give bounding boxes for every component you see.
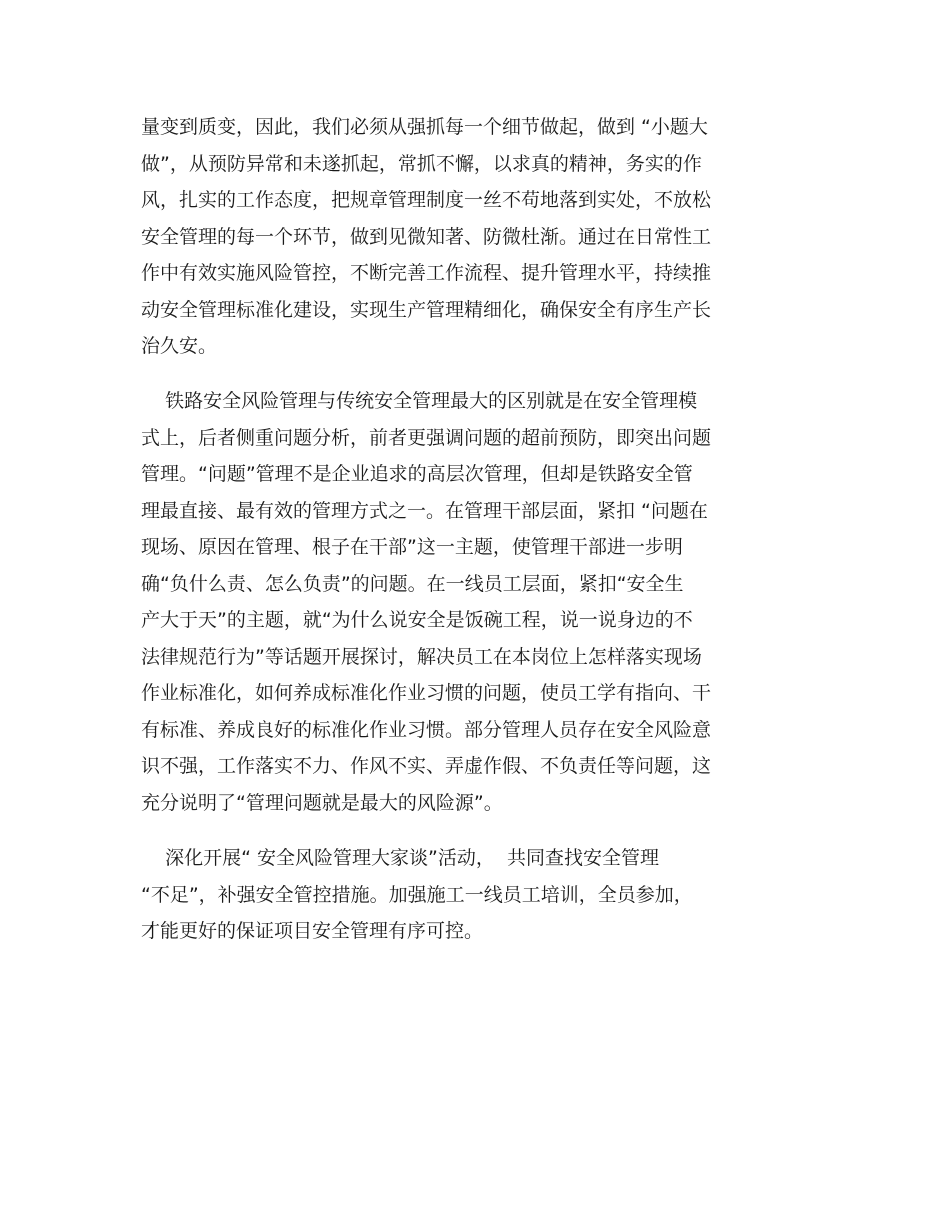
paragraph-line: 管理。“问题”管理不是企业追求的高层次管理，但却是铁路安全管 (141, 463, 693, 485)
paragraph-3 (141, 840, 821, 950)
paragraph-line: 治久安。 (141, 335, 218, 357)
paragraph-line: 确“负什么责、怎么负责”的问题。在一线员工层面，紧扣“安全生 (141, 572, 684, 595)
paragraph-line: 才能更好的保证项目安全管理有序可控。 (141, 920, 484, 942)
paragraph-1 (141, 109, 821, 365)
paragraph-line: 铁路安全风险管理与传统安全管理最大的区别就是在安全管理模 (141, 390, 698, 412)
paragraph-line: 充分说明了“管理问题就是最大的风险源”。 (141, 791, 503, 814)
paragraph-line: “不足”，补强安全管控措施。加强施工一线员工培训，全员参加， (141, 883, 693, 906)
paragraph-2 (141, 383, 821, 821)
paragraph-line: 做”，从预防异常和未遂抓起，常抓不懈，以求真的精神，务实的作 (141, 152, 702, 175)
paragraph-line: 作中有效实施风险管控，不断完善工作流程、提升管理水平，持续推 (141, 262, 712, 284)
paragraph-line: 深化开展“ 安全风险管理大家谈”活动， 共同查找安全管理 (141, 847, 659, 869)
paragraph-line: 理最直接、最有效的管理方式之一。在管理干部层面，紧扣 “问题在 (141, 499, 708, 522)
paragraph-line: 有标准、养成良好的标准化作业习惯。部分管理人员存在安全风险意 (141, 718, 712, 741)
paragraph-line: 识不强，工作落实不力、作风不实、弄虚作假、不负责任等问题，这 (141, 755, 712, 777)
paragraph-line: 作业标准化，如何养成标准化作业习惯的问题，使员工学有指向、干 (141, 682, 712, 704)
paragraph-line: 式上，后者侧重问题分析，前者更强调问题的超前预防，即突出问题 (141, 426, 712, 449)
paragraph-line: 法律规范行为”等话题开展探讨，解决员工在本岗位上怎样落实现场 (141, 645, 702, 668)
paragraph-line: 现场、原因在管理、根子在干部”这一主题，使管理干部进一步明 (141, 536, 683, 558)
paragraph-line: 产大于天”的主题，就“为什么说安全是饭碗工程，说一说身边的不 (141, 609, 693, 631)
paragraph-line: 风，扎实的工作态度，把规章管理制度一丝不苟地落到实处，不放松 (141, 189, 712, 211)
paragraph-line: 安全管理的每一个环节，做到见微知著、防微杜渐。通过在日常性工 (141, 225, 712, 248)
paragraph-line: 动安全管理标准化建设，实现生产管理精细化，确保安全有序生产长 (141, 298, 712, 321)
paragraph-line: 量变到质变，因此，我们必须从强抓每一个细节做起，做到 “小题大 (141, 116, 708, 138)
